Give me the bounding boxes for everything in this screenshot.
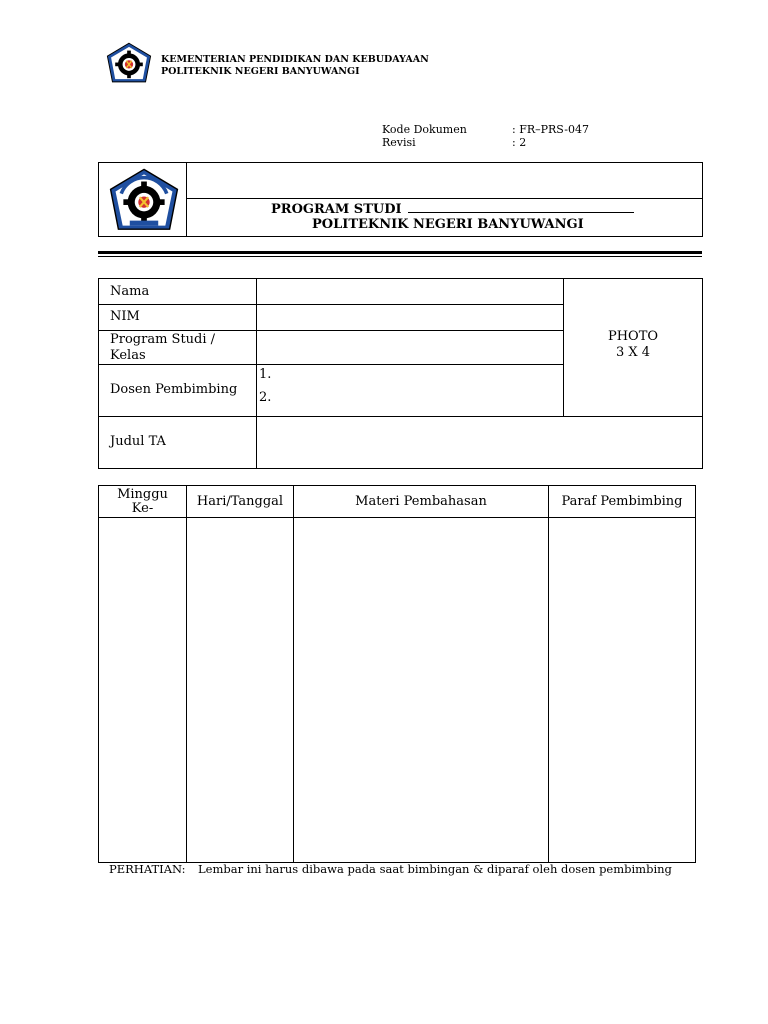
program-box [98,162,703,237]
program-box-divider [186,163,187,236]
photo-box [564,329,702,361]
header-rule-thin [98,256,702,257]
supervisor-label: Dosen Pembimbing [110,382,238,397]
name-field[interactable] [259,279,559,304]
name-label: Nama [110,284,150,299]
doc-code-value: : FR–PRS-047 [512,123,589,136]
institution-name: POLITEKNIK NEGERI BANYUWANGI [161,66,360,77]
thesis-title-field[interactable] [259,417,699,467]
program-label: Program Studi / [110,332,216,347]
student-info-table [98,278,703,469]
study-program-blank[interactable] [408,200,634,213]
study-program-label: PROGRAM STUDI [271,202,402,217]
supervisor-1-field[interactable]: 1. [259,367,272,382]
class-label: Kelas [110,348,146,363]
polytechnic-logo-large-icon [108,168,180,232]
signature-header: Paraf Pembimbing [561,493,683,509]
info-col-divider [256,279,257,468]
revision-label: Revisi [382,136,416,149]
document-meta [382,123,589,149]
notice-text: Lembar ini harus dibawa pada saat bimbingan & diparaf oleh dosen pembimbing [198,862,672,876]
program-class-field[interactable] [259,331,559,364]
thesis-title-label: Judul TA [110,434,166,449]
week-header [99,486,186,517]
photo-size: 3 X 4 [615,345,651,360]
supervision-log-table [98,485,696,863]
polytechnic-logo-icon [106,42,152,84]
notice-lead: PERHATIAN: [109,862,186,876]
topic-header: Materi Pembahasan [355,493,487,509]
doc-code-label: Kode Dokumen [382,123,467,136]
week-header-line2: Ke- [131,500,154,516]
supervisor-2-field[interactable]: 2. [259,390,272,405]
notice [109,862,676,876]
photo-label: PHOTO [607,329,659,344]
ministry-name: KEMENTERIAN PENDIDIKAN DAN KEBUDAYAAN [161,54,429,65]
program-institution: POLITEKNIK NEGERI BANYUWANGI [312,217,584,232]
week-header-line1: Minggu [117,486,168,502]
nim-field[interactable] [259,305,559,330]
header-rule-thick [98,251,702,254]
signature-column-cells[interactable] [549,518,695,861]
row-divider [99,364,563,365]
nim-label: NIM [110,309,140,324]
date-header: Hari/Tanggal [196,493,284,509]
revision-value: : 2 [512,136,527,149]
header-title [161,54,429,78]
study-program-line [271,200,634,217]
date-column-cells[interactable] [187,518,293,861]
program-box-row-divider [186,198,702,199]
topic-column-cells[interactable] [294,518,548,861]
week-column-cells[interactable] [99,518,186,861]
program-class-label [110,332,215,364]
